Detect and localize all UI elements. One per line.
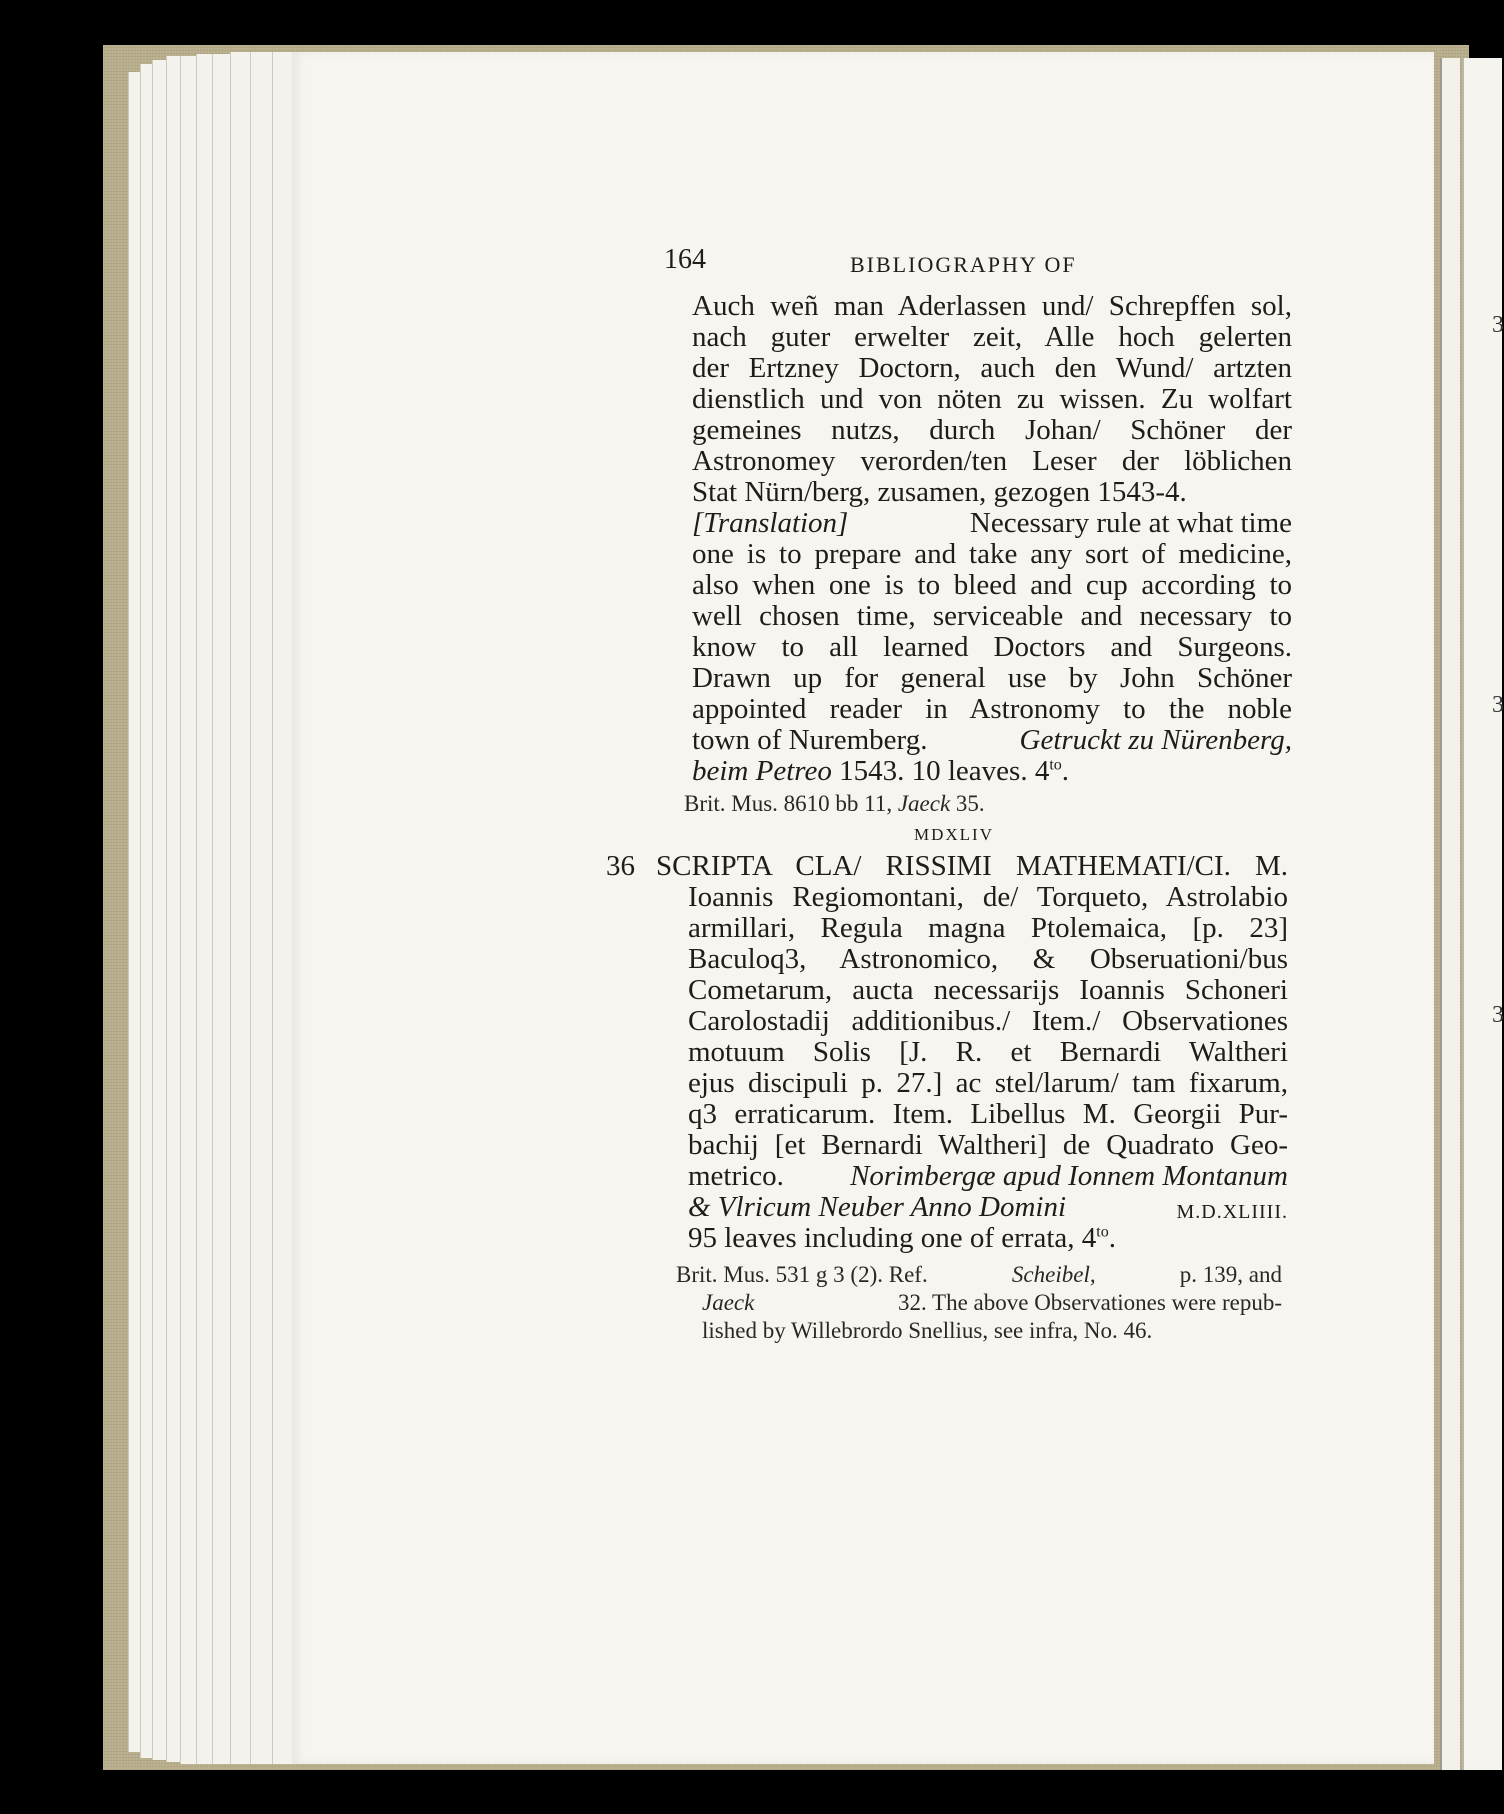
entry-number: 36 <box>606 850 635 882</box>
text-line: Auch weñ man Aderlassen und/ Schrepffen sol, <box>692 290 1292 322</box>
text-line: know to all learned Doctors and Surgeons. <box>692 631 1292 663</box>
imprint-line <box>688 1191 1288 1224</box>
text-segment: . <box>1108 1222 1116 1254</box>
reference-note <box>676 1262 1282 1288</box>
text-line: appointed reader in Astronomy to the noble <box>692 693 1292 725</box>
reference-author: Scheibel, <box>1011 1262 1096 1287</box>
facing-page-edge <box>1440 58 1460 1770</box>
imprint-details: 1543. 10 leaves. 4 <box>839 755 1050 787</box>
text-line: armillari, Regula magna Ptolemaica, [p. 23] <box>688 912 1288 944</box>
format-superscript: to <box>1096 1223 1109 1241</box>
year-heading: MDXLIV <box>914 825 994 844</box>
running-title: BIBLIOGRAPHY OF <box>850 252 1077 277</box>
imprint-italic: Getruckt zu Nürenberg, <box>1019 724 1292 756</box>
translation-first-line <box>692 507 1292 540</box>
facing-page-text-fragment: 3 <box>1492 692 1504 718</box>
reference-note <box>702 1290 1282 1316</box>
text-line: Necessary rule at what time <box>969 507 1292 539</box>
facing-page-text-fragment: 3 <box>1492 1002 1504 1028</box>
imprint-italic: Norimbergæ apud Ionnem Montanum <box>850 1160 1288 1192</box>
facing-page-text-fragment: 3 <box>1492 312 1504 338</box>
reference-note: lished by Willebrordo Snellius, see infra, No. 46. <box>702 1318 1153 1343</box>
text-segment: metrico. <box>688 1160 784 1192</box>
imprint-date: M.D.XLIIII. <box>1176 1201 1288 1223</box>
text-line: Astronomey verorden/ten Leser der löblichen <box>692 445 1292 477</box>
text-segment: 95 leaves including one of errata, 4 <box>688 1222 1097 1254</box>
text-segment: . <box>1061 755 1070 787</box>
translation-label: [Translation] <box>692 507 849 539</box>
text-segment: 35. <box>955 791 985 816</box>
text-segment: p. 139, and <box>1179 1262 1282 1287</box>
text-line <box>692 724 1292 757</box>
text-line: motuum Solis [J. R. et Bernardi Waltheri <box>688 1036 1288 1068</box>
text-line: der Ertzney Doctorn, auch den Wund/ artzten <box>692 352 1292 384</box>
format-superscript: to <box>1049 756 1062 774</box>
imprint-italic: beim Petreo <box>692 755 832 787</box>
text-line: Ioannis Regiomontani, de/ Torqueto, Astrolabio <box>688 881 1288 913</box>
text-line: nach guter erwelter zeit, Alle hoch gelerten <box>692 321 1292 353</box>
text-line: Baculoq3, Astronomico, & Obseruationi/bus <box>688 943 1288 975</box>
reference-note <box>684 791 985 817</box>
text-line: ejus discipuli p. 27.] ac stel/larum/ tam fixarum, <box>688 1067 1288 1099</box>
text-line: Cometarum, aucta necessarijs Ioannis Schoneri <box>688 974 1288 1006</box>
page-number: 164 <box>664 244 706 275</box>
text-line: Stat Nürn/berg, zusamen, gezogen 1543-4. <box>692 476 1187 508</box>
imprint-line <box>688 1160 1288 1193</box>
text-segment: Brit. Mus. 531 g 3 (2). Ref. <box>676 1262 928 1287</box>
text-segment: town of Nuremberg. <box>692 724 928 756</box>
imprint-italic: & Vlricum Neuber Anno Domini <box>688 1191 1067 1223</box>
text-segment: 32. The above Observationes were repub- <box>897 1290 1282 1315</box>
text-line: one is to prepare and take any sort of medicine, <box>692 538 1292 570</box>
text-line: also when one is to bleed and cup according to <box>692 569 1292 601</box>
reference-author: Jaeck <box>702 1290 755 1315</box>
text-line: gemeines nutzs, durch Johan/ Schöner der <box>692 414 1292 446</box>
entry-title-line: SCRIPTA CLA/ RISSIMI MATHEMATI/CI. M. <box>656 850 1288 882</box>
text-line: well chosen time, serviceable and necessary to <box>692 600 1292 632</box>
text-line: dienstlich und von nöten zu wissen. Zu wolfart <box>692 383 1292 415</box>
text-line: q3 erraticarum. Item. Libellus M. Georgii Pur- <box>688 1098 1288 1130</box>
text-segment: Brit. Mus. 8610 bb 11, <box>684 791 893 816</box>
imprint-line <box>692 755 1069 788</box>
text-line: bachij [et Bernardi Waltheri] de Quadrato Geo- <box>688 1129 1288 1161</box>
text-line: Drawn up for general use by John Schöner <box>692 662 1292 694</box>
reference-author: Jaeck <box>897 791 951 816</box>
text-line: Carolostadij additionibus./ Item./ Observationes <box>688 1005 1288 1037</box>
extent-line <box>688 1222 1116 1255</box>
